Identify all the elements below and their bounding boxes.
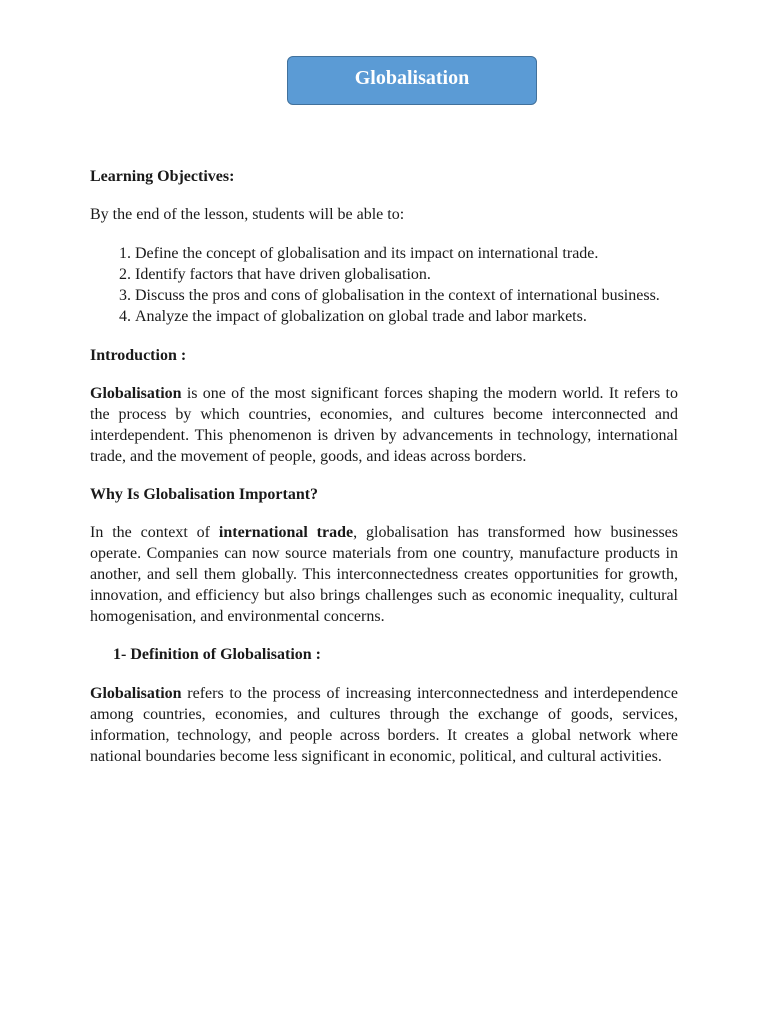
objective-item: 1. Define the concept of globalisation and its impact on international trade. — [135, 243, 678, 264]
importance-text-before: In the context of — [90, 524, 219, 541]
importance-paragraph — [90, 522, 678, 627]
objective-item: 4. Analyze the impact of globalization on global trade and labor markets. — [135, 306, 678, 327]
importance-heading: Why Is Globalisation Important? — [90, 486, 319, 503]
objective-item: 2. Identify factors that have driven globalisation. — [135, 264, 678, 285]
document-title: Globalisation — [354, 67, 470, 89]
introduction-text: is one of the most significant forces shaping the modern world. It refers to the process by which countries, economies, and cultures become interconnected and interdependent. This phenomenon is driven by advancements in technology, international trade, and the movement of people, goods, and ideas across borders. — [90, 385, 678, 465]
learning-objectives-heading: Learning Objectives: — [90, 168, 235, 185]
definition-text: refers to the process of increasing interconnectedness and interdependence among countries, economies, and cultures through the exchange of goods, services, information, technology, and people across borders. It creates a global network where national boundaries become less significant in economic, political, and cultural activities. — [90, 685, 678, 765]
definition-heading: 1- Definition of Globalisation : — [113, 646, 322, 663]
definition-paragraph — [90, 683, 678, 767]
importance-text-after: , globalisation has transformed how businesses operate. Companies can now source materials from one country, manufacture products in another, and sell them globally. This interconnectedness creates opportunities for growth, innovation, and efficiency but also brings challenges such as economic inequality, cultural homogenisation, and environmental concerns. — [90, 524, 678, 625]
introduction-heading: Introduction : — [90, 347, 187, 364]
definition-bold-term: Globalisation — [90, 685, 182, 702]
document-body — [90, 166, 678, 767]
title-banner — [287, 56, 537, 105]
introduction-paragraph — [90, 383, 678, 467]
objective-item: 3. Discuss the pros and cons of globalisation in the context of international business. — [135, 285, 678, 306]
learning-objectives-intro: By the end of the lesson, students will be able to: — [90, 206, 405, 223]
introduction-bold-term: Globalisation — [90, 385, 182, 402]
importance-bold-phrase: international trade — [218, 524, 354, 541]
objectives-list — [90, 243, 678, 327]
